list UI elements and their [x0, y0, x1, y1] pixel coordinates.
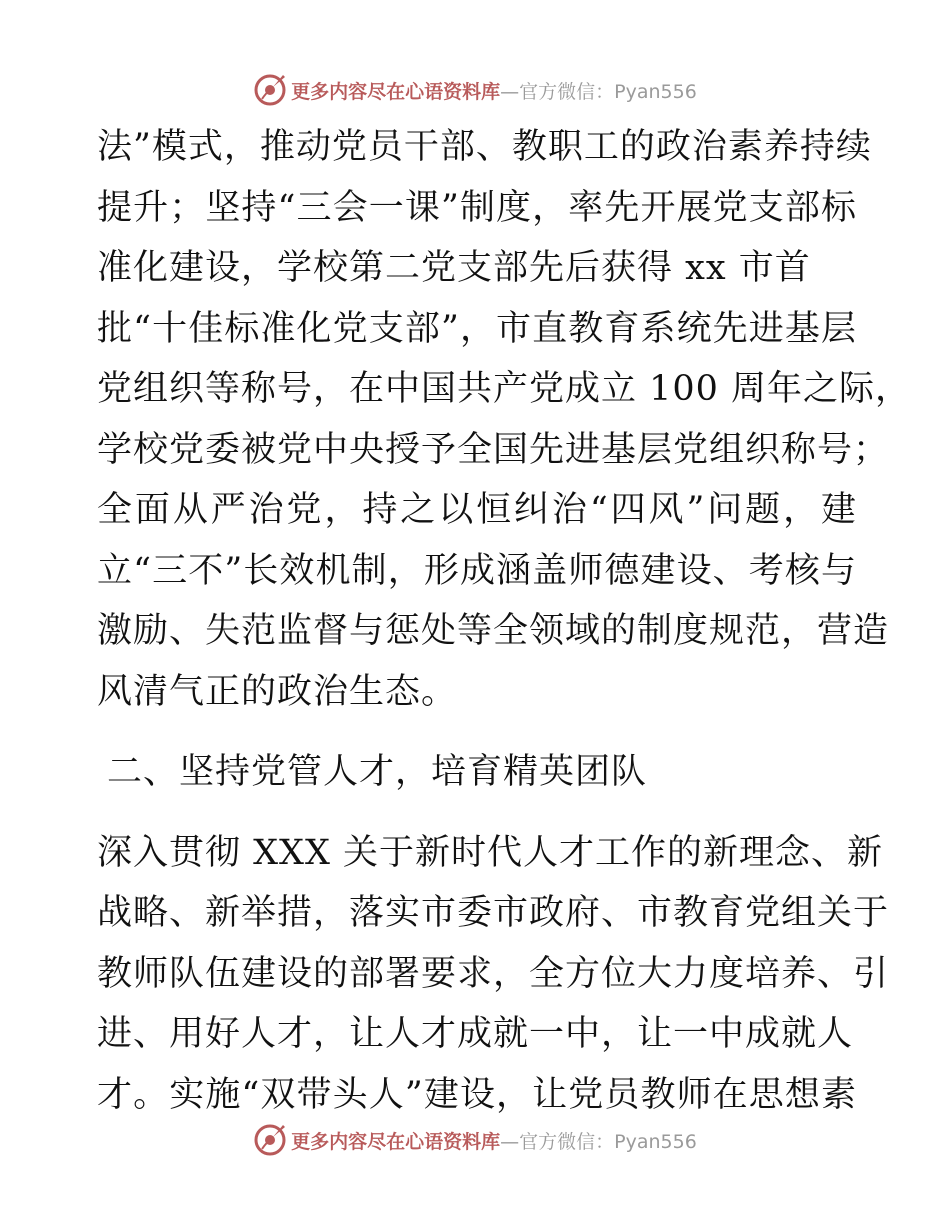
- watermark-main-text: 更多内容尽在心语资料库: [291, 1130, 501, 1153]
- text-line: 深入贯彻 XXX 关于新时代人才工作的新理念、新: [97, 832, 884, 873]
- text-line: 全面从严治党，持之以恒纠治“四风”问题，建: [97, 490, 857, 530]
- paragraph-2: [97, 823, 890, 1126]
- text-line: 提升；坚持“三会一课”制度，率先开展党支部标: [97, 187, 857, 228]
- text-line: 战略、新举措，落实市委市政府、市教育党组关于: [97, 893, 890, 933]
- text-line: 立“三不”长效机制，形成涵盖师德建设、考核与: [97, 550, 857, 591]
- text-line: 准化建设，学校第二党支部先后获得 xx 市首: [97, 248, 811, 288]
- document-body: [97, 117, 912, 1125]
- watermark-main-text: 更多内容尽在心语资料库: [291, 80, 501, 103]
- text-line: 进、用好人才，让人才成就一中，让一中成就人: [97, 1014, 854, 1054]
- footer-watermark: [0, 1120, 950, 1160]
- text-line: 风清气正的政治生态。: [97, 671, 458, 712]
- watermark-contact-text: —官方微信：Pyan556: [500, 1130, 697, 1153]
- paragraph-1: [97, 117, 912, 722]
- text-line: 激励、失范监督与惩处等全领域的制度规范，营造: [97, 611, 890, 651]
- text-line: 法”模式，推动党员干部、教职工的政治素养持续: [97, 127, 872, 167]
- text-line: 学校党委被党中央授予全国先进基层党组织称号；: [97, 429, 890, 470]
- watermark-contact-text: —官方微信：Pyan556: [500, 80, 697, 103]
- pen-logo-icon: [253, 73, 287, 107]
- pen-logo-icon: [253, 1123, 287, 1157]
- text-line: 才。实施“双带头人”建设，让党员教师在思想素: [97, 1074, 857, 1115]
- text-line: 党组织等称号，在中国共产党成立 100 周年之际，: [97, 369, 912, 409]
- section-heading: 二、坚持党管人才，培育精英团队: [107, 752, 648, 792]
- text-line: 批“十佳标准化党支部”，市直教育系统先进基层: [97, 308, 857, 349]
- text-line: 教师队伍建设的部署要求，全方位大力度培养、引: [97, 953, 890, 994]
- header-watermark: [0, 70, 950, 110]
